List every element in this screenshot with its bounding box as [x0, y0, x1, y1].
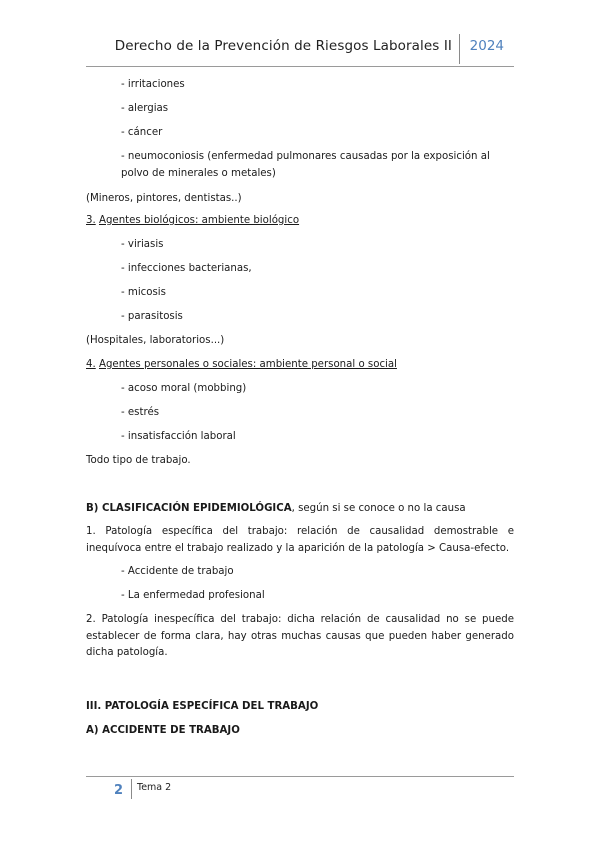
paragraph: 1. Patología específica del trabajo: relación de causalidad demostrable e inequívoca entre el trabajo realizado y la aparición de la patología > Causa-efecto.: [86, 526, 514, 554]
section-number: 3.: [86, 215, 96, 226]
list-item: - irritaciones: [121, 79, 185, 90]
list-item: - neumoconiosis (enfermedad pulmonares causadas por la exposición al polvo de minerales o metales): [121, 151, 490, 179]
page-footer: [86, 776, 514, 798]
list-item: - estrés: [121, 407, 160, 418]
list-item: - viriasis: [121, 239, 164, 250]
page-header: [86, 38, 514, 67]
note-paragraph: Todo tipo de trabajo.: [86, 455, 191, 466]
footer-separator: [131, 779, 132, 799]
section-title: Agentes personales o sociales: ambiente personal o social: [98, 359, 397, 370]
section-heading-iii: III. PATOLOGÍA ESPECÍFICA DEL TRABAJO: [86, 701, 319, 712]
page-number: 2: [114, 783, 124, 798]
header-title: Derecho de la Prevención de Riesgos Laborales II: [114, 38, 452, 54]
list-item: - Accidente de trabajo: [121, 566, 234, 577]
section-title: B) CLASIFICACIÓN EPIDEMIOLÓGICA: [86, 503, 292, 514]
section-number: 4.: [86, 359, 96, 370]
section-subtitle: , según si se conoce o no la causa: [291, 503, 466, 514]
list-item: - insatisfacción laboral: [121, 431, 236, 442]
note-paragraph: (Hospitales, laboratorios...): [86, 335, 225, 346]
list-item: - alergias: [121, 103, 169, 114]
paragraph: 2. Patología inespecífica del trabajo: dicha relación de causalidad no se puede establecer de forma clara, hay otras muchas causas que pueden haber generado dicha patología.: [86, 614, 514, 658]
list-item: - micosis: [121, 287, 166, 298]
section-title: Agentes biológicos: ambiente biológico: [98, 215, 300, 226]
note-paragraph: (Mineros, pintores, dentistas..): [86, 193, 242, 204]
list-item: - acoso moral (mobbing): [121, 383, 247, 394]
list-item: - La enfermedad profesional: [121, 590, 265, 601]
header-year: 2024: [469, 38, 504, 54]
list-item: - infecciones bacterianas,: [121, 263, 252, 274]
header-separator: [459, 34, 460, 64]
footer-label: Tema 2: [137, 782, 172, 793]
list-item: - parasitosis: [121, 311, 183, 322]
section-heading-3: [86, 214, 299, 228]
section-heading-a: A) ACCIDENTE DE TRABAJO: [86, 725, 240, 736]
section-heading-4: [86, 358, 397, 372]
section-heading-b: [86, 502, 466, 516]
list-item: - cáncer: [121, 127, 163, 138]
